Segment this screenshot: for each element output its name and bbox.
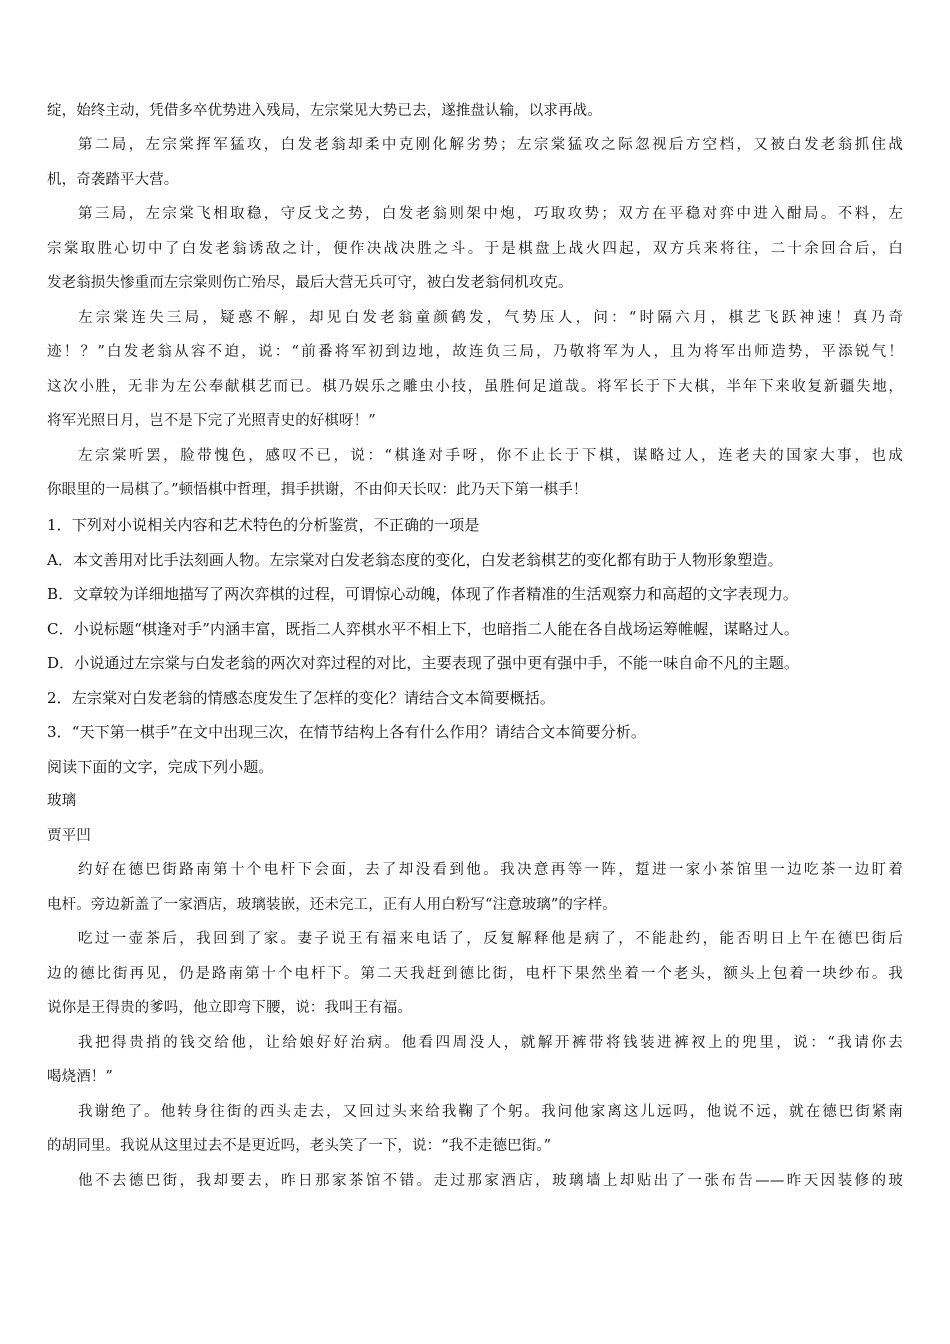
paragraph-line: 绽，始终主动，凭借多卒优势进入残局，左宗棠见大势已去，遂推盘认输，以求再战。 — [47, 103, 602, 119]
paragraph-line: 发老翁损失惨重而左宗棠则伤亡殆尽，最后大营无兵可守，被白发老翁伺机攻克。 — [47, 275, 573, 291]
question-2: 2．左宗棠对白发老翁的情感态度发生了怎样的变化？请结合文本简要概括。 — [47, 689, 555, 707]
paragraph-line: 左宗棠听罢，脸带愧色，感叹不已，说：“棋逢对手呀，你不止长于下棋，谋略过人，连老夫的国家大事，也成 — [78, 448, 903, 464]
option-b: B．文章较为详细地描写了两次弈棋的过程，可谓惊心动魄，体现了作者精准的生活观察力和高超的文字表现力。 — [47, 585, 799, 603]
paragraph-line: 这次小胜，无非为左公奉献棋艺而已。棋乃娱乐之雕虫小技，虽胜何足道哉。将军长于下大棋，半年下来收复新疆失地， — [47, 379, 903, 395]
option-a: A．本文善用对比手法刻画人物。左宗棠对白发老翁态度的变化，白发老翁棋艺的变化都有助于人物形象塑造。 — [47, 551, 783, 569]
paragraph-line: 喝烧酒！” — [47, 1069, 113, 1085]
paragraph-line: 宗棠取胜心切中了白发老翁诱敌之计，便作决战决胜之斗。于是棋盘上战火四起，双方兵来将往，二十余回合后，白 — [47, 241, 903, 257]
paragraph-line: 说你是王得贵的爹吗，他立即弯下腰，说：我叫王有福。 — [47, 1000, 412, 1016]
paragraph-line: 将军光照日月，岂不是下完了光照青史的好棋呀！” — [47, 413, 376, 429]
paragraph-line: 迹！？”白发老翁从容不迫，说：“前番将军初到边地，故连负三局，乃敬将军为人，且为将军出师造势，平添锐气！ — [47, 344, 903, 360]
paragraph-line: 我谢绝了。他转身往街的西头走去，又回过头来给我鞠了个躬。我问他家离这儿远吗，他说不远，就在德巴街紧南 — [78, 1104, 903, 1120]
paragraph-line: 电杆。旁边新盖了一家酒店，玻璃装嵌，还未完工，正有人用白粉写“注意玻璃”的字样。 — [47, 897, 617, 913]
paragraph-line: 左宗棠连失三局，疑惑不解，却见白发老翁童颜鹤发，气势压人，问：“时隔六月，棋艺飞跃神速！真乃奇 — [78, 310, 903, 326]
paragraph-line: 机，奇袭踏平大营。 — [47, 172, 179, 188]
article-title: 玻璃 — [47, 793, 77, 809]
paragraph-line: 他不去德巴街，我却要去，昨日那家茶馆不错。走过那家酒店，玻璃墙上却贴出了一张布告——昨天因装修的玻 — [78, 1173, 903, 1189]
reading-instruction: 阅读下面的文字，完成下列小题。 — [47, 758, 274, 776]
paragraph-line: 的胡同里。我说从这里过去不是更近吗，老头笑了一下，说：“我不走德巴街。” — [47, 1138, 552, 1154]
paragraph-line: 第二局，左宗棠挥军猛攻，白发老翁却柔中克刚化解劣势；左宗棠猛攻之际忽视后方空档，又被白发老翁抓住战 — [78, 137, 903, 153]
paragraph-line: 边的德比街再见，仍是路南第十个电杆下。第二天我赶到德比街，电杆下果然坐着一个老头，额头上包着一块纱布。我 — [47, 966, 903, 982]
option-d: D．小说通过左宗棠与白发老翁的两次对弈过程的对比，主要表现了强中更有强中手，不能一味自命不凡的主题。 — [47, 654, 800, 672]
question-3: 3．“天下第一棋手”在文中出现三次，在情节结构上各有什么作用？请结合文本简要分析。 — [47, 723, 646, 741]
question-1: 1．下列对小说相关内容和艺术特色的分析鉴赏，不正确的一项是 — [47, 516, 480, 534]
paragraph-line: 吃过一壶茶后，我回到了家。妻子说王有福来电话了，反复解释他是病了，不能赴约，能否明日上午在德巴街后 — [78, 931, 903, 947]
paragraph-line: 第三局，左宗棠飞相取稳，守反戈之势，白发老翁则架中炮，巧取攻势；双方在平稳对弈中进入酣局。不料，左 — [78, 206, 903, 222]
article-author: 贾平凹 — [47, 828, 91, 844]
paragraph-line: 我把得贵捎的钱交给他，让给娘好好治病。他看四周没人，就解开裤带将钱装进裤衩上的兜里，说：“我请你去 — [78, 1035, 903, 1051]
paragraph-line: 你眼里的一局棋了。”顿悟棋中哲理，揖手拱谢，不由仰天长叹：此乃天下第一棋手！ — [47, 482, 588, 498]
paragraph-line: 约好在德巴街路南第十个电杆下会面，去了却没看到他。我决意再等一阵，踅进一家小茶馆里一边吃茶一边盯着 — [78, 862, 903, 878]
option-c: C．小说标题“棋逢对手”内涵丰富，既指二人弈棋水平不相上下，也暗指二人能在各自战场运筹帷幄，谋略过人。 — [47, 620, 799, 638]
